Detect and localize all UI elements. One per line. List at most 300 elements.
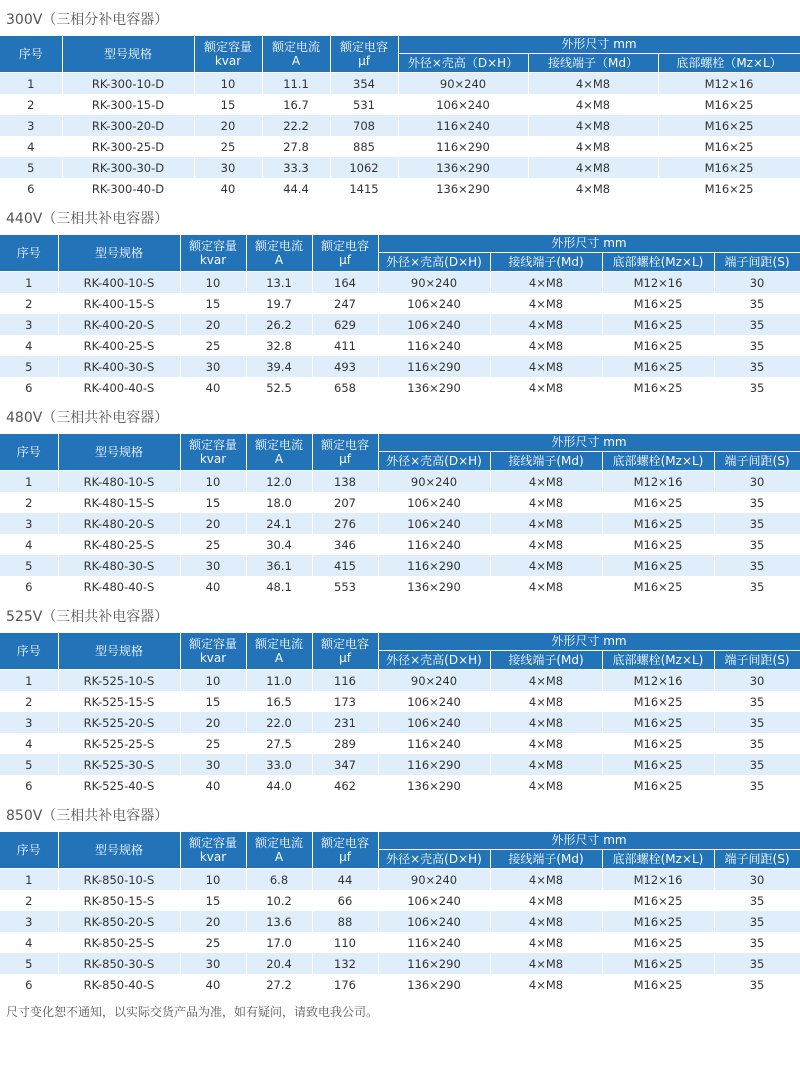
header-bottom-bolt: [658, 53, 800, 72]
table-cell: 4×M8: [490, 890, 602, 911]
table-cell: 35: [714, 932, 800, 953]
table-cell: 4×M8: [490, 492, 602, 513]
spec-section: [0, 408, 800, 597]
header-bottom-bolt: [602, 650, 714, 669]
header-unit: μf: [339, 253, 351, 267]
table-cell: 3: [0, 513, 58, 534]
header-label: 额定容量: [188, 637, 237, 651]
header-unit: A: [274, 253, 284, 267]
table-row: [0, 94, 800, 115]
table-cell: 40: [180, 576, 246, 597]
table-cell: RK-850-20-S: [58, 911, 180, 932]
table-cell: 106×240: [378, 492, 490, 513]
table-cell: 2: [0, 890, 58, 911]
header-label: 外径×壳高(D×H): [386, 652, 482, 667]
table-cell: 22.0: [246, 712, 312, 733]
table-cell: RK-400-30-S: [58, 356, 180, 377]
table-row: [0, 911, 800, 932]
header-label: 接线端子(Md): [508, 851, 584, 866]
table-cell: M16×25: [658, 115, 800, 136]
table-cell: 629: [312, 314, 378, 335]
table-cell: 4: [0, 733, 58, 754]
table-cell: 17.0: [246, 932, 312, 953]
header-capacitance: [330, 36, 398, 73]
table-cell: 88: [312, 911, 378, 932]
table-cell: 5: [0, 555, 58, 576]
header-label: 外形尺寸 mm: [561, 37, 637, 52]
header-label: 额定电流: [254, 637, 303, 651]
table-cell: 13.1: [246, 272, 312, 294]
header-capacitance: [312, 235, 378, 272]
table-cell: RK-480-15-S: [58, 492, 180, 513]
header-terminal-spacing: [714, 252, 800, 271]
table-cell: 4×M8: [490, 953, 602, 974]
header-diameter-height: [378, 451, 490, 470]
header-model: [58, 434, 180, 471]
header-diameter-height: [378, 252, 490, 271]
header-terminal: [490, 849, 602, 868]
table-cell: 90×240: [378, 670, 490, 692]
table-cell: M16×25: [602, 911, 714, 932]
table-cell: 885: [330, 136, 398, 157]
table-cell: 3: [0, 115, 62, 136]
section-title: 300V（三相分补电容器）: [6, 12, 169, 28]
header-label: 额定电容: [320, 637, 369, 651]
header-no: [0, 235, 58, 272]
table-cell: 24.1: [246, 513, 312, 534]
table-cell: 35: [714, 890, 800, 911]
table-cell: 346: [312, 534, 378, 555]
table-cell: 106×240: [378, 691, 490, 712]
table-cell: M16×25: [602, 293, 714, 314]
table-cell: 20: [180, 314, 246, 335]
table-cell: 1: [0, 869, 58, 891]
table-cell: M16×25: [602, 775, 714, 796]
header-label: 序号: [16, 644, 41, 658]
header-label: 外形尺寸 mm: [551, 236, 627, 251]
table-row: [0, 932, 800, 953]
table-cell: 10: [180, 869, 246, 891]
header-unit: μf: [339, 651, 351, 665]
table-cell: 276: [312, 513, 378, 534]
header-bottom-bolt: [602, 252, 714, 271]
table-row: [0, 712, 800, 733]
table-row: [0, 335, 800, 356]
table-cell: 11.1: [262, 73, 330, 95]
table-cell: 347: [312, 754, 378, 775]
table-cell: 44: [312, 869, 378, 891]
table-cell: M12×16: [602, 670, 714, 692]
header-terminal: [490, 252, 602, 271]
table-cell: 35: [714, 754, 800, 775]
table-cell: 116×240: [398, 115, 528, 136]
table-cell: 35: [714, 356, 800, 377]
table-cell: M16×25: [602, 314, 714, 335]
table-cell: 4×M8: [490, 670, 602, 692]
table-cell: RK-300-40-D: [62, 178, 194, 199]
table-cell: 708: [330, 115, 398, 136]
table-row: [0, 73, 800, 95]
table-cell: 27.2: [246, 974, 312, 995]
header-label: 底部螺栓(Mz×L): [612, 453, 704, 468]
spec-section: [0, 607, 800, 796]
table-cell: M16×25: [602, 513, 714, 534]
table-cell: 4×M8: [490, 911, 602, 932]
table-cell: M16×25: [602, 335, 714, 356]
table-cell: 2: [0, 293, 58, 314]
header-capacitance: [312, 633, 378, 670]
table-cell: 90×240: [378, 272, 490, 294]
table-cell: 176: [312, 974, 378, 995]
table-cell: 6: [0, 775, 58, 796]
table-cell: 66: [312, 890, 378, 911]
table-cell: 30: [714, 670, 800, 692]
table-cell: 35: [714, 974, 800, 995]
table-cell: 90×240: [378, 869, 490, 891]
table-cell: M12×16: [602, 272, 714, 294]
table-cell: 5: [0, 754, 58, 775]
table-cell: 164: [312, 272, 378, 294]
table-cell: 4×M8: [490, 754, 602, 775]
header-label: 型号规格: [94, 644, 143, 658]
table-cell: RK-480-25-S: [58, 534, 180, 555]
table-cell: 36.1: [246, 555, 312, 576]
table-cell: 2: [0, 492, 58, 513]
table-cell: 116×290: [398, 136, 528, 157]
table-row: [0, 576, 800, 597]
table-cell: 106×240: [378, 712, 490, 733]
table-cell: 40: [180, 974, 246, 995]
header-diameter-height: [378, 650, 490, 669]
table-cell: 493: [312, 356, 378, 377]
table-cell: M16×25: [658, 136, 800, 157]
table-row: [0, 157, 800, 178]
header-terminal-spacing: [714, 650, 800, 669]
table-cell: 30: [714, 869, 800, 891]
header-bottom-bolt: [602, 451, 714, 470]
table-cell: 4×M8: [490, 869, 602, 891]
table-row: [0, 136, 800, 157]
header-unit: kvar: [199, 452, 227, 466]
table-cell: 116×290: [378, 555, 490, 576]
table-cell: 106×240: [378, 911, 490, 932]
header-dimensions: [378, 633, 800, 650]
header-dimensions: [378, 832, 800, 849]
header-label: 额定电容: [320, 836, 369, 850]
table-cell: 106×240: [398, 94, 528, 115]
table-cell: 116×240: [378, 534, 490, 555]
table-cell: 4×M8: [490, 733, 602, 754]
table-cell: 136×290: [378, 974, 490, 995]
header-capacitance: [312, 434, 378, 471]
table-cell: 6: [0, 576, 58, 597]
table-cell: 35: [714, 911, 800, 932]
header-model: [58, 832, 180, 869]
table-cell: 4: [0, 136, 62, 157]
table-row: [0, 471, 800, 493]
table-cell: 18.0: [246, 492, 312, 513]
header-label: 外形尺寸 mm: [551, 435, 627, 450]
table-cell: 136×290: [398, 178, 528, 199]
table-cell: 116×290: [378, 953, 490, 974]
table-cell: 132: [312, 953, 378, 974]
header-label: 底部螺栓（Mz×L）: [676, 55, 782, 70]
table-cell: RK-400-40-S: [58, 377, 180, 398]
header-capacitance: [312, 832, 378, 869]
table-cell: 30: [180, 356, 246, 377]
table-cell: 411: [312, 335, 378, 356]
table-cell: 4×M8: [490, 293, 602, 314]
table-cell: M16×25: [602, 953, 714, 974]
header-label: 额定电流: [254, 438, 303, 452]
table-cell: 4: [0, 932, 58, 953]
table-cell: 116×240: [378, 932, 490, 953]
table-row: [0, 869, 800, 891]
table-cell: M16×25: [658, 94, 800, 115]
table-cell: 52.5: [246, 377, 312, 398]
header-terminal-spacing: [714, 451, 800, 470]
header-label: 额定电流: [271, 40, 320, 54]
header-diameter-height: [398, 53, 528, 72]
table-cell: 13.6: [246, 911, 312, 932]
table-cell: 30: [714, 272, 800, 294]
table-cell: 12.0: [246, 471, 312, 493]
header-capacity: [180, 434, 246, 471]
table-cell: 33.3: [262, 157, 330, 178]
table-row: [0, 314, 800, 335]
table-cell: 15: [180, 492, 246, 513]
header-label: 外径×壳高(D×H): [386, 254, 482, 269]
header-label: 额定容量: [188, 438, 237, 452]
header-unit: μf: [339, 452, 351, 466]
table-cell: 25: [180, 733, 246, 754]
table-cell: 1: [0, 272, 58, 294]
header-no: [0, 633, 58, 670]
table-row: [0, 691, 800, 712]
table-cell: 4×M8: [490, 471, 602, 493]
table-cell: 4×M8: [528, 178, 658, 199]
header-label: 序号: [16, 246, 41, 260]
header-label: 额定电容: [320, 239, 369, 253]
table-cell: 44.4: [262, 178, 330, 199]
header-label: 端子间距(S): [724, 254, 790, 269]
table-cell: RK-300-10-D: [62, 73, 194, 95]
table-cell: 26.2: [246, 314, 312, 335]
table-cell: RK-850-15-S: [58, 890, 180, 911]
header-no: [0, 832, 58, 869]
table-cell: 90×240: [378, 471, 490, 493]
header-terminal-spacing: [714, 849, 800, 868]
table-cell: 4×M8: [490, 314, 602, 335]
table-row: [0, 356, 800, 377]
table-cell: RK-525-15-S: [58, 691, 180, 712]
header-label: 端子间距(S): [724, 851, 790, 866]
table-cell: 16.7: [262, 94, 330, 115]
table-cell: 289: [312, 733, 378, 754]
table-cell: 247: [312, 293, 378, 314]
table-cell: M16×25: [602, 576, 714, 597]
table-cell: RK-400-10-S: [58, 272, 180, 294]
header-unit: kvar: [214, 54, 242, 68]
table-cell: 4×M8: [490, 974, 602, 995]
header-label: 外形尺寸 mm: [551, 634, 627, 649]
header-current: [246, 434, 312, 471]
table-row: [0, 890, 800, 911]
header-label: 额定电流: [254, 239, 303, 253]
table-row: [0, 293, 800, 314]
table-row: [0, 115, 800, 136]
table-cell: M16×25: [658, 157, 800, 178]
table-cell: 4×M8: [490, 335, 602, 356]
table-cell: 35: [714, 513, 800, 534]
table-cell: 25: [194, 136, 262, 157]
table-cell: RK-300-20-D: [62, 115, 194, 136]
header-no: [0, 36, 62, 73]
table-cell: 531: [330, 94, 398, 115]
table-cell: 20: [194, 115, 262, 136]
header-label: 外径×壳高（D×H）: [407, 55, 519, 70]
spec-table: [0, 832, 800, 995]
table-cell: RK-850-25-S: [58, 932, 180, 953]
table-cell: 32.8: [246, 335, 312, 356]
table-cell: RK-400-25-S: [58, 335, 180, 356]
table-cell: 4×M8: [490, 775, 602, 796]
table-row: [0, 534, 800, 555]
spec-sheet: [0, 10, 800, 995]
table-cell: RK-300-15-D: [62, 94, 194, 115]
table-cell: 4×M8: [528, 73, 658, 95]
header-label: 序号: [16, 843, 41, 857]
header-dimensions: [378, 434, 800, 451]
table-cell: RK-300-30-D: [62, 157, 194, 178]
header-unit: kvar: [199, 651, 227, 665]
table-cell: 27.8: [262, 136, 330, 157]
table-cell: 35: [714, 775, 800, 796]
table-cell: 4×M8: [490, 555, 602, 576]
table-row: [0, 974, 800, 995]
table-cell: 10: [194, 73, 262, 95]
table-cell: 4: [0, 335, 58, 356]
header-current: [246, 832, 312, 869]
table-cell: RK-525-10-S: [58, 670, 180, 692]
table-cell: 4×M8: [490, 377, 602, 398]
table-cell: RK-525-25-S: [58, 733, 180, 754]
table-cell: 4×M8: [490, 691, 602, 712]
table-cell: 1: [0, 73, 62, 95]
header-unit: kvar: [199, 253, 227, 267]
header-model: [62, 36, 194, 73]
table-cell: 22.2: [262, 115, 330, 136]
table-cell: 1415: [330, 178, 398, 199]
table-cell: 30.4: [246, 534, 312, 555]
table-cell: 25: [180, 335, 246, 356]
table-cell: RK-525-40-S: [58, 775, 180, 796]
table-cell: 20.4: [246, 953, 312, 974]
table-cell: 30: [180, 754, 246, 775]
header-capacity: [180, 235, 246, 272]
spec-table: [0, 36, 800, 199]
table-cell: RK-850-30-S: [58, 953, 180, 974]
table-cell: 6: [0, 974, 58, 995]
header-dimensions: [378, 235, 800, 252]
table-cell: M16×25: [602, 492, 714, 513]
header-label: 额定容量: [203, 40, 252, 54]
table-cell: 4: [0, 534, 58, 555]
table-cell: 40: [180, 775, 246, 796]
table-cell: 415: [312, 555, 378, 576]
spec-table: [0, 434, 800, 597]
table-cell: 35: [714, 534, 800, 555]
table-cell: 231: [312, 712, 378, 733]
table-cell: 553: [312, 576, 378, 597]
header-label: 额定电流: [254, 836, 303, 850]
table-cell: 4×M8: [528, 115, 658, 136]
table-cell: M16×25: [602, 534, 714, 555]
table-cell: 25: [180, 534, 246, 555]
header-no: [0, 434, 58, 471]
table-cell: 173: [312, 691, 378, 712]
table-cell: M16×25: [602, 974, 714, 995]
table-cell: RK-850-10-S: [58, 869, 180, 891]
header-current: [262, 36, 330, 73]
table-cell: 30: [180, 953, 246, 974]
header-unit: A: [274, 850, 284, 864]
header-label: 型号规格: [103, 47, 152, 61]
table-cell: 4×M8: [490, 712, 602, 733]
table-cell: 138: [312, 471, 378, 493]
header-unit: kvar: [199, 850, 227, 864]
header-diameter-height: [378, 849, 490, 868]
table-cell: 4×M8: [490, 513, 602, 534]
table-cell: RK-300-25-D: [62, 136, 194, 157]
table-cell: 1062: [330, 157, 398, 178]
header-label: 外径×壳高(D×H): [386, 453, 482, 468]
header-label: 端子间距(S): [724, 652, 790, 667]
table-cell: RK-525-20-S: [58, 712, 180, 733]
header-terminal: [490, 650, 602, 669]
header-label: 型号规格: [94, 445, 143, 459]
table-cell: 15: [180, 293, 246, 314]
table-cell: 48.1: [246, 576, 312, 597]
table-cell: M12×16: [658, 73, 800, 95]
header-capacity: [180, 832, 246, 869]
table-cell: 30: [180, 555, 246, 576]
header-label: 底部螺栓(Mz×L): [612, 851, 704, 866]
table-cell: RK-480-10-S: [58, 471, 180, 493]
table-cell: 136×290: [378, 775, 490, 796]
table-cell: 30: [714, 471, 800, 493]
table-cell: 35: [714, 293, 800, 314]
table-cell: M16×25: [602, 691, 714, 712]
table-cell: 207: [312, 492, 378, 513]
table-cell: 110: [312, 932, 378, 953]
table-cell: 16.5: [246, 691, 312, 712]
table-row: [0, 272, 800, 294]
table-cell: 4×M8: [528, 94, 658, 115]
header-label: 额定电容: [320, 438, 369, 452]
table-row: [0, 775, 800, 796]
table-cell: 6: [0, 377, 58, 398]
table-cell: 4×M8: [490, 272, 602, 294]
table-row: [0, 733, 800, 754]
table-cell: 90×240: [398, 73, 528, 95]
header-label: 额定容量: [188, 836, 237, 850]
table-cell: M16×25: [602, 890, 714, 911]
table-cell: 27.5: [246, 733, 312, 754]
table-row: [0, 953, 800, 974]
header-label: 接线端子（Md）: [548, 55, 638, 70]
table-cell: 4×M8: [490, 356, 602, 377]
